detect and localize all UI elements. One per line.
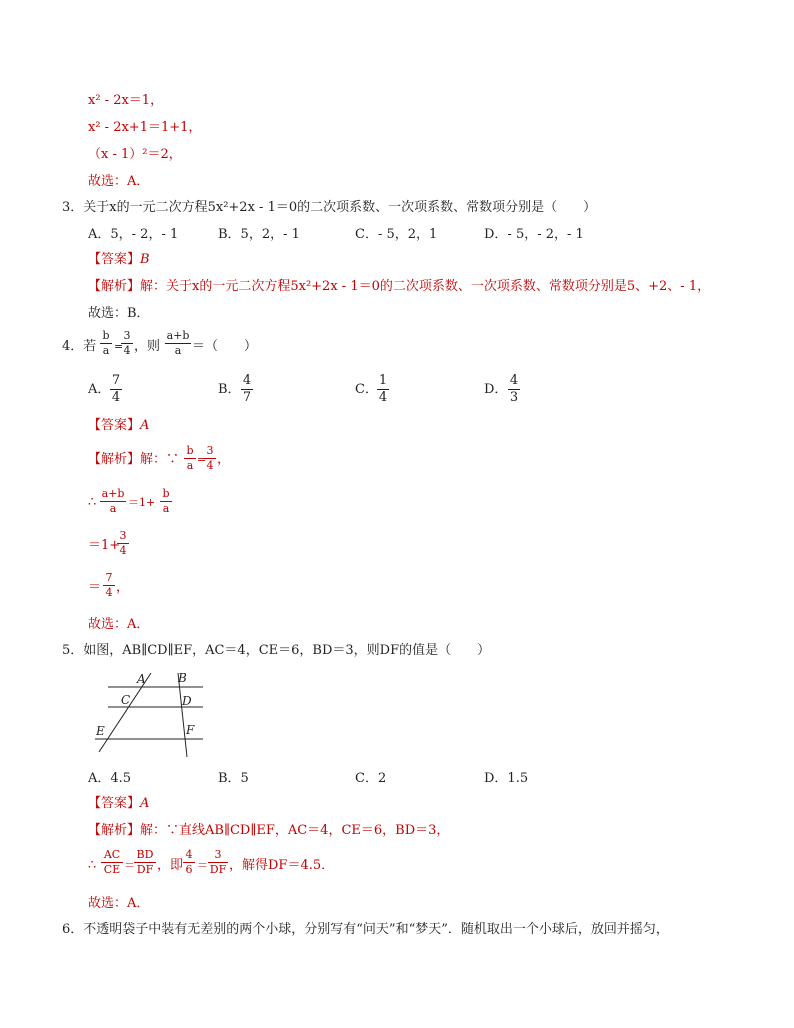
transversal-bdf bbox=[178, 673, 187, 757]
q4-step2-fraction: 3 4 bbox=[117, 530, 129, 557]
q4-option-d-fraction: 4 3 bbox=[509, 373, 519, 405]
q4-step2-head: ＝1+ bbox=[88, 538, 121, 553]
q4-conclusion: 故选：A． bbox=[88, 617, 150, 632]
q4-ask-fraction: a+b a bbox=[166, 329, 190, 357]
q4-step1-fraction-2: b a bbox=[160, 488, 172, 515]
parallel-lines-figure bbox=[85, 664, 215, 764]
q4-analysis-fraction-2: 3 4 bbox=[204, 445, 216, 472]
q4-step1-fraction-1: a+b a bbox=[101, 487, 125, 515]
q4-option-a-fraction: 7 4 bbox=[111, 373, 121, 405]
analysis-text: 解：关于x的一元二次方程5x²+2x - 1＝0的二次项系数、一次项系数、常数项分别是5、+2、- 1， bbox=[140, 279, 711, 294]
analysis-text: 解：∵直线AB∥CD∥EF，AC＝4，CE＝6，BD＝3， bbox=[140, 823, 450, 838]
q5-answer bbox=[88, 796, 149, 812]
point-a-label: A bbox=[137, 672, 146, 686]
q4-equals: = bbox=[114, 340, 124, 353]
q5-mid: ，即 bbox=[157, 858, 184, 873]
answer-label: 【答案】 bbox=[88, 252, 141, 267]
answer-value: B bbox=[140, 252, 150, 267]
q4-step3-fraction: 7 4 bbox=[103, 572, 115, 599]
q4-step3-tail: ， bbox=[116, 580, 130, 595]
q4-answer bbox=[88, 418, 149, 434]
q5-fraction-bd-df: BD DF bbox=[134, 849, 156, 876]
q4-option-b-fraction: 4 7 bbox=[242, 373, 252, 405]
q4-ask-tail: ＝（ ） bbox=[192, 339, 258, 354]
solution-line-3: （x - 1）²＝2， bbox=[88, 147, 182, 162]
analysis-head: 解：∵ bbox=[140, 452, 180, 467]
analysis-label: 【解析】 bbox=[88, 823, 141, 838]
q5-option-b: B．5 bbox=[218, 771, 249, 786]
analysis-label: 【解析】 bbox=[88, 279, 141, 294]
q4-analysis-comma: ， bbox=[217, 452, 231, 467]
q4-analysis-fraction-1: b a bbox=[184, 445, 196, 472]
point-f-label: F bbox=[186, 723, 195, 737]
point-d-label: D bbox=[182, 694, 192, 708]
q4-option-c-fraction: 1 4 bbox=[378, 373, 388, 405]
q5-option-d: D．1.5 bbox=[484, 771, 529, 786]
answer-value: A bbox=[140, 418, 150, 433]
q5-analysis bbox=[88, 823, 449, 839]
solution-line-1: x² - 2x＝1， bbox=[88, 93, 164, 108]
q4-option-b-label: B． bbox=[218, 382, 241, 397]
point-e-label: E bbox=[96, 724, 105, 738]
q3-option-b: B．5，2，- 1 bbox=[218, 227, 300, 242]
q4-cond-fraction-2: 3 4 bbox=[121, 330, 133, 357]
q4-then: ，则 bbox=[134, 339, 161, 354]
q5-conclusion: 故选：A． bbox=[88, 896, 150, 911]
answer-label: 【答案】 bbox=[88, 418, 141, 433]
solution-conclusion: 故选：A． bbox=[88, 174, 150, 189]
q4-step1-mid: ＝1+ bbox=[128, 496, 156, 509]
q4-option-c-label: C． bbox=[355, 382, 378, 397]
q3-option-d: D．- 5，- 2，- 1 bbox=[484, 227, 584, 242]
q5-stem: 5．如图，AB∥CD∥EF，AC＝4，CE＝6，BD＝3，则DF的值是（ ） bbox=[62, 643, 491, 658]
q4-option-d-label: D． bbox=[484, 382, 508, 397]
q4-step3-head: ＝ bbox=[88, 580, 102, 595]
q3-stem: 3．关于x的一元二次方程5x²+2x - 1＝0的二次项系数、一次项系数、常数项分别是（ ） bbox=[62, 200, 597, 215]
answer-label: 【答案】 bbox=[88, 796, 141, 811]
q4-step1-head: ∴ bbox=[88, 495, 97, 510]
q5-equals-2: ＝ bbox=[197, 859, 208, 872]
answer-value: A bbox=[140, 796, 150, 811]
q3-analysis bbox=[88, 279, 710, 295]
solution-line-2: x² - 2x+1＝1+1， bbox=[88, 120, 202, 135]
q4-analysis bbox=[88, 452, 179, 468]
q6-stem: 6．不透明袋子中装有无差别的两个小球，分别写有“问天”和“梦天”．随机取出一个小球后，放回并摇匀， bbox=[62, 922, 669, 937]
q5-fraction-ac-ce: AC CE bbox=[101, 849, 123, 876]
q4-option-a-label: A． bbox=[88, 382, 111, 397]
q5-step-head: ∴ bbox=[88, 858, 97, 873]
q5-fraction-3-df: 3 DF bbox=[209, 848, 227, 876]
q5-tail: ，解得DF＝4.5． bbox=[229, 858, 335, 873]
q5-equals-1: ＝ bbox=[124, 859, 135, 872]
q5-option-c: C．2 bbox=[355, 771, 387, 786]
point-b-label: B bbox=[178, 671, 187, 685]
q3-option-a: A．5，- 2，- 1 bbox=[88, 227, 179, 242]
q5-fraction-4-6: 4 6 bbox=[183, 849, 195, 876]
q3-option-c: C．- 5，2，1 bbox=[355, 227, 438, 242]
q4-analysis-equals: = bbox=[197, 453, 207, 466]
q4-prefix: 4．若 bbox=[62, 339, 97, 354]
point-c-label: C bbox=[121, 693, 131, 707]
q4-cond-fraction-1: b a bbox=[100, 330, 112, 357]
analysis-label: 【解析】 bbox=[88, 452, 141, 467]
q3-answer bbox=[88, 252, 150, 268]
q5-option-a: A．4.5 bbox=[88, 771, 132, 786]
q3-conclusion: 故选：B． bbox=[88, 306, 150, 321]
